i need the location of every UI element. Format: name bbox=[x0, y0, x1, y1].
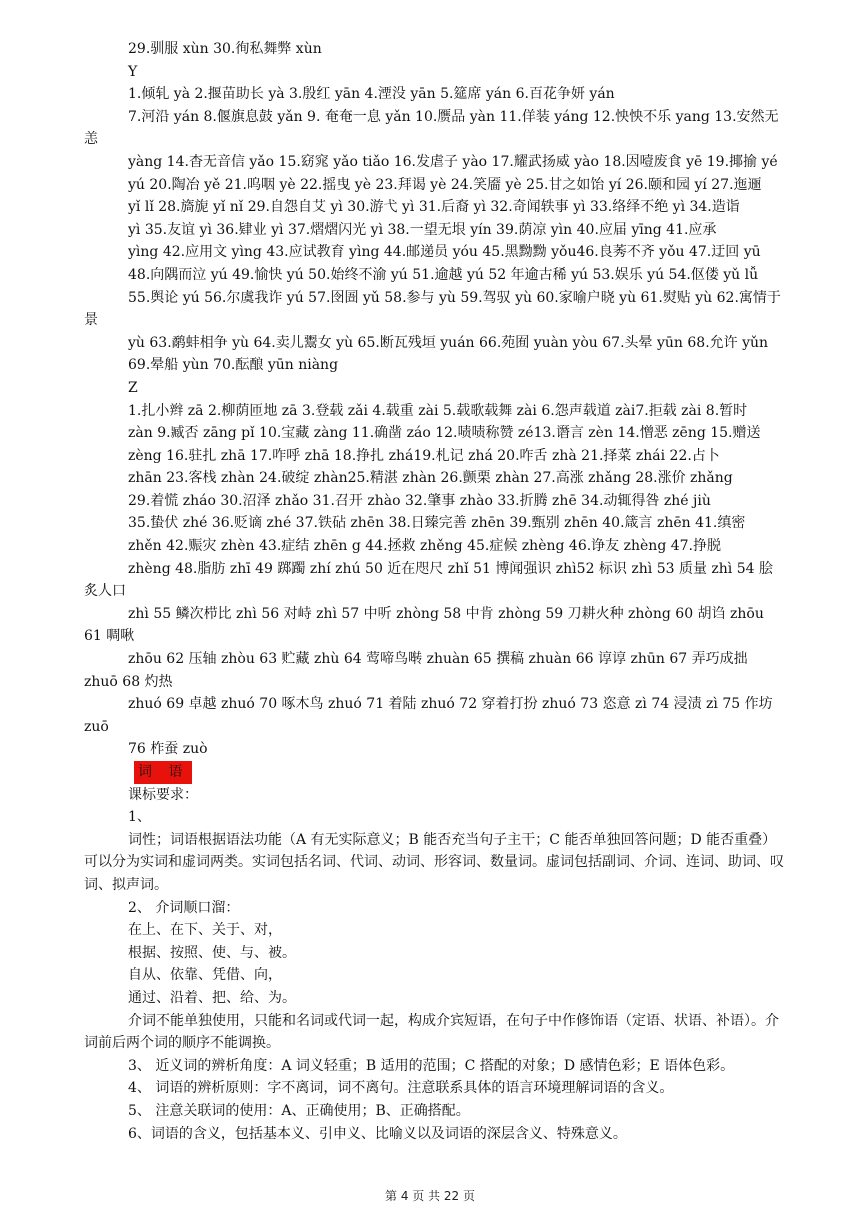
body-paragraph: 介词不能单独使用，只能和名词或代词一起，构成介宾短语，在句子中作修饰语（定语、状语、补语）。介词前后两个词的顺序不能调换。 bbox=[84, 1012, 779, 1052]
body-paragraph: 根据、按照、使、与、被。 bbox=[128, 944, 296, 961]
body-paragraph: 1、 bbox=[128, 809, 151, 826]
body-paragraph: 3、 近义词的辨析角度：A 词义轻重；B 适用的范围；C 搭配的对象；D 感情色彩；E 语体色彩。 bbox=[128, 1057, 735, 1074]
body-paragraph: 课标要求： bbox=[128, 786, 198, 803]
body-paragraph: 自从、依靠、凭借、向， bbox=[128, 967, 282, 984]
document-page bbox=[84, 38, 784, 1145]
word-entry-line: zhān 23.客栈 zhàn 24.破绽 zhàn25.精湛 zhàn 26.颤栗 zhàn 27.高涨 zhǎng 28.涨价 zhǎng bbox=[128, 470, 733, 487]
word-entry-line: 48.向隅而泣 yú 49.愉快 yú 50.始终不渝 yú 51.逾越 yú 52 年逾古稀 yú 53.娱乐 yú 54.伛偻 yǔ lǚ bbox=[128, 266, 759, 283]
word-entry-line: zhuó 69 卓越 zhuó 70 啄木鸟 zhuó 71 着陆 zhuó 72 穿着打扮 zhuó 73 恣意 zì 74 浸渍 zì 75 作坊 zuō bbox=[84, 696, 773, 735]
word-entry-line: zèng 16.驻扎 zhā 17.咋呼 zhā 18.挣扎 zhá19.札记 zhá 20.咋舌 zhà 21.择菜 zhái 22.占卜 bbox=[128, 447, 720, 464]
word-entry-line: zhěn 42.赈灾 zhèn 43.症结 zhēn g 44.拯救 zhěng 45.症候 zhèng 46.诤友 zhèng 47.挣脱 bbox=[128, 538, 722, 555]
word-entry-line: 55.舆论 yú 56.尔虞我诈 yú 57.囹圄 yǔ 58.参与 yù 59.驾驭 yù 60.家喻户晓 yù 61.熨贴 yù 62.寓情于景 bbox=[84, 289, 781, 329]
body-paragraph: 5、 注意关联词的使用：A、正确使用；B、正确搭配。 bbox=[128, 1102, 470, 1119]
word-entry-line: Y bbox=[128, 63, 138, 80]
body-paragraph: 在上、在下、关于、对， bbox=[128, 922, 282, 939]
word-entry-line: zàn 9.臧否 zāng pǐ 10.宝藏 zàng 11.确凿 záo 12.啧啧称赞 zé13.谮言 zèn 14.憎恶 zēng 15.赠送 bbox=[128, 425, 761, 442]
word-entry-line: 76 柞蚕 zuò bbox=[128, 741, 208, 758]
word-entry-line: yǐ lǐ 28.旖旎 yǐ nǐ 29.自怨自艾 yì 30.游弋 yì 31.后裔 yì 32.奇闻轶事 yì 33.络绎不绝 yì 34.造诣 bbox=[128, 199, 740, 216]
word-entry-line: Z bbox=[128, 379, 138, 396]
body-paragraph: 6、词语的含义，包括基本义、引申义、比喻义以及词语的深层含义、特殊意义。 bbox=[128, 1125, 627, 1142]
body-paragraph: 通过、沿着、把、给、为。 bbox=[128, 989, 296, 1006]
word-entry-line: 29.驯服 xùn 30.徇私舞弊 xùn bbox=[128, 41, 322, 57]
section-body bbox=[84, 784, 784, 1146]
word-entry-line: 7.河沿 yán 8.偃旗息鼓 yǎn 9. 奄奄一息 yǎn 10.赝品 yàn 11.佯装 yáng 12.怏怏不乐 yang 13.安然无恙 bbox=[84, 108, 779, 148]
body-paragraph: 4、 词语的辨析原则：字不离词，词不离句。注意联系具体的语言环境理解词语的含义。 bbox=[128, 1080, 674, 1097]
body-paragraph: 2、 介词顺口溜： bbox=[128, 899, 240, 916]
section-heading-row bbox=[84, 761, 784, 784]
word-entry-line: 1.扎小辫 zā 2.柳荫匝地 zā 3.登载 zǎi 4.载重 zài 5.载歌载舞 zài 6.怨声载道 zài7.拒载 zài 8.暂时 bbox=[128, 402, 748, 419]
word-entry-line: 1.倾轧 yà 2.揠苗助长 yà 3.殷红 yān 4.湮没 yān 5.筵席 yán 6.百花争妍 yán bbox=[128, 86, 615, 103]
word-entry-line: 29.着慌 zháo 30.沼泽 zhǎo 31.召开 zhào 32.肇事 zhào 33.折腾 zhē 34.动辄得咎 zhé jiù bbox=[128, 492, 711, 509]
word-entry-line: yú 20.陶冶 yě 21.呜咽 yè 22.摇曳 yè 23.拜谒 yè 24.笑靥 yè 25.甘之如饴 yí 26.颐和园 yí 27.迤逦 bbox=[128, 176, 762, 193]
word-entry-line: yàng 14.杳无音信 yǎo 15.窈窕 yǎo tiǎo 16.发虐子 yào 17.耀武扬威 yào 18.因噎废食 yē 19.揶揄 yé bbox=[128, 153, 778, 170]
word-entry-line: zhì 55 鳞次栉比 zhì 56 对峙 zhì 57 中听 zhòng 58 中肯 zhòng 59 刀耕火种 zhòng 60 胡诌 zhōu 61 啁啾 bbox=[84, 605, 764, 645]
word-entry-line: 69.晕船 yùn 70.酝酿 yūn niàng bbox=[128, 357, 339, 374]
word-entry-line: zhōu 62 压轴 zhòu 63 贮藏 zhù 64 莺啼鸟啭 zhuàn 65 撰稿 zhuàn 66 谆谆 zhūn 67 弄巧成拙 zhuō 68 灼热 bbox=[84, 651, 748, 690]
pronunciation-list bbox=[84, 38, 784, 761]
page-footer: 第 4 页 共 22 页 bbox=[385, 1189, 475, 1203]
word-entry-line: yìng 42.应用文 yìng 43.应试教育 yìng 44.邮递员 yóu 45.黑黝黝 yǒu46.良莠不齐 yǒu 47.迂回 yū bbox=[128, 244, 761, 261]
word-entry-line: yì 35.友谊 yì 36.肄业 yì 37.熠熠闪光 yì 38.一望无垠 yín 39.荫凉 yìn 40.应届 yīng 41.应承 bbox=[128, 221, 717, 238]
word-entry-line: yù 63.鹬蚌相争 yù 64.卖儿鬻女 yù 65.断瓦残垣 yuán 66.苑囿 yuàn yòu 67.头晕 yūn 68.允许 yǔn bbox=[128, 334, 769, 351]
word-entry-line: 35.蛰伏 zhé 36.贬谪 zhé 37.铁砧 zhēn 38.日臻完善 zhēn 39.甄别 zhēn 40.箴言 zhēn 41.缜密 bbox=[128, 515, 746, 532]
body-paragraph: 词性；词语根据语法功能（A 有无实际意义；B 能否充当句子主干；C 能否单独回答问题；D 能否重叠）可以分为实词和虚词两类。实词包括名词、代词、动词、形容词、数量词。虚词包括副词、介词、连词、助词、叹词、拟声词。 bbox=[84, 831, 784, 893]
word-entry-line: zhèng 48.脂肪 zhī 49 踯躅 zhí zhú 50 近在咫尺 zhǐ 51 博闻强识 zhì52 标识 zhì 53 质量 zhì 54 脍炙人口 bbox=[84, 560, 773, 600]
section-tag-ciyu: 词 语 bbox=[134, 761, 192, 784]
